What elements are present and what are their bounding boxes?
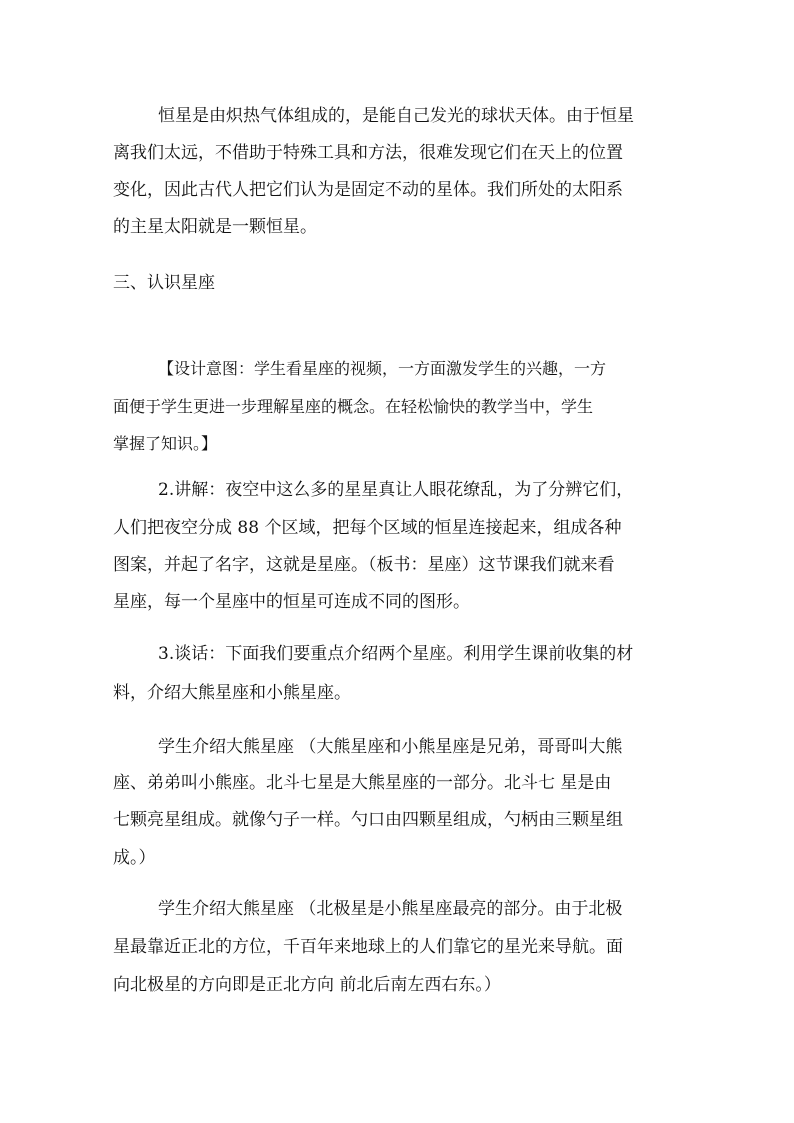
section-heading: 三、认识星座 (113, 273, 215, 293)
design-intent-line: 面便于学生更进一步理解星座的概念。在轻松愉快的教学当中，学生 (113, 397, 594, 416)
paragraph-line: 星最靠近正北的方位，千百年来地球上的人们靠它的星光来导航。面 (113, 937, 623, 957)
design-intent-line: 掌握了知识。】 (113, 434, 218, 453)
paragraph-line: 学生介绍大熊星座 （北极星是小熊星座最亮的部分。由于北极 (158, 899, 623, 919)
paragraph-line: 人们把夜空分成 88 个区域，把每个区域的恒星连接起来，组成各种 (113, 518, 622, 538)
paragraph-line: 3.谈话：下面我们要重点介绍两个星座。利用学生课前收集的材 (158, 644, 634, 664)
paragraph-line: 图案，并起了名字，这就是星座。（板书：星座）这节课我们就来看 (113, 555, 615, 575)
paragraph-line: 七颗亮星组成。就像勺子一样。勺口由四颗星组成，勺柄由三颗星组 (113, 810, 623, 830)
paragraph-line: 的主星太阳就是一颗恒星。 (113, 217, 317, 237)
paragraph-line: 恒星是由炽热气体组成的，是能自己发光的球状天体。由于恒星 (158, 106, 634, 126)
paragraph-line: 变化，因此古代人把它们认为是固定不动的星体。我们所处的太阳系 (113, 180, 623, 200)
paragraph-line: 向北极星的方向即是正北方向 前北后南左西右东。） (113, 975, 501, 995)
paragraph-line: 成。） (113, 848, 156, 868)
design-intent-line: 【设计意图：学生看星座的视频，一方面激发学生的兴趣，一方 (158, 359, 607, 378)
paragraph-line: 星座，每一个星座中的恒星可连成不同的图形。 (113, 592, 470, 612)
paragraph-line: 2.讲解：夜空中这么多的星星真让人眼花缭乱，为了分辨它们， (158, 480, 634, 500)
paragraph-line: 学生介绍大熊星座 （大熊星座和小熊星座是兄弟，哥哥叫大熊 (158, 737, 623, 757)
paragraph-line: 料，介绍大熊星座和小熊星座。 (113, 683, 351, 703)
paragraph-line: 离我们太远，不借助于特殊工具和方法，很难发现它们在天上的位置 (113, 143, 623, 163)
paragraph-line: 座、弟弟叫小熊座。北斗七星是大熊星座的一部分。北斗七 星是由 (113, 773, 612, 793)
